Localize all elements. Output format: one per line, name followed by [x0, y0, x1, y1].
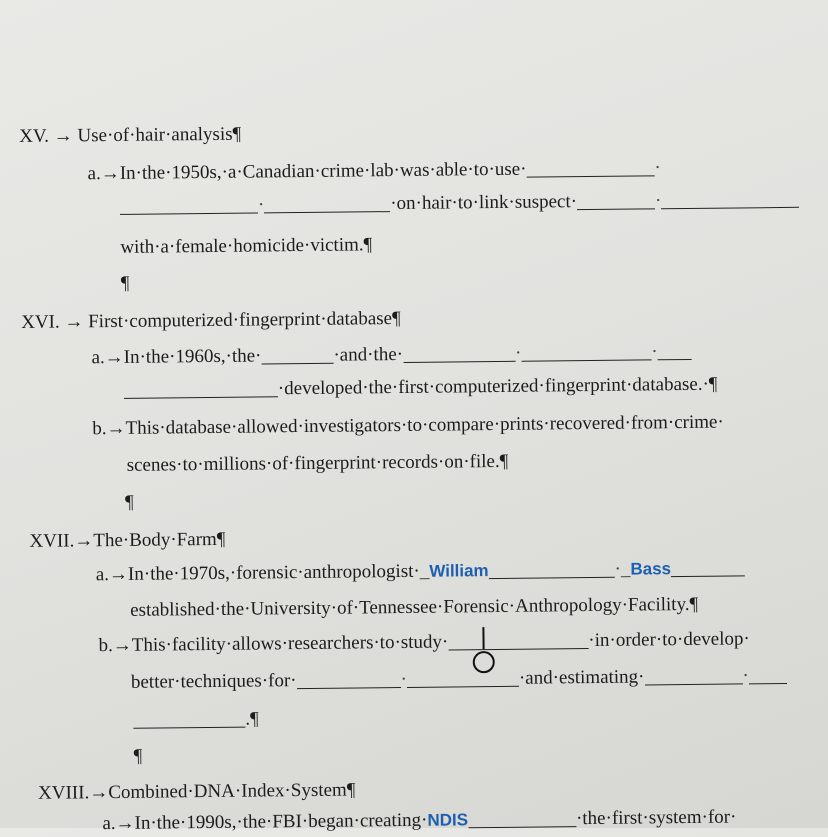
- section-heading-xvii: XVII.→The·Body·Farm¶: [29, 528, 226, 552]
- blank-field[interactable]: [264, 193, 390, 213]
- blank-field[interactable]: [526, 157, 654, 177]
- text: a.→In·the·1950s,·a·Canadian·crime·lab·was·able·to·use·: [87, 158, 527, 185]
- xv-item-a-line1: a.→In·the·1950s,·a·Canadian·crime·lab·was·able·to·use· ·: [87, 157, 661, 185]
- pilcrow: ¶: [124, 491, 134, 513]
- blank-field[interactable]: [468, 808, 576, 828]
- text: ·and·the·: [333, 343, 404, 366]
- blank-field[interactable]: [403, 343, 515, 363]
- blank-field[interactable]: [644, 665, 742, 685]
- xvi-item-a-line2: [124, 373, 718, 403]
- blank-field[interactable]: [489, 559, 615, 579]
- answer-acronym: NDIS: [427, 810, 469, 830]
- text: ·the·first·system·for·: [575, 806, 737, 830]
- blank-field[interactable]: [521, 341, 651, 361]
- pilcrow: ¶: [120, 272, 130, 294]
- xvii-item-b-line1: [98, 627, 749, 658]
- blank-field[interactable]: [658, 341, 692, 360]
- cursor-ring-icon: [473, 651, 495, 673]
- blank-field[interactable]: [407, 668, 519, 688]
- text: ·in·order·to·develop·: [588, 628, 750, 652]
- xv-item-a-line3: with·a·female·homicide·victim.¶: [120, 234, 373, 258]
- text: a.→In·the·1960s,·the·: [91, 345, 262, 369]
- blank-field[interactable]: [448, 630, 588, 650]
- xvii-item-b-line2: better·techniques·for· · ·and·estimating· ·: [131, 664, 787, 695]
- text: a.→In·the·1990s,·the·FBI·began·creating·: [102, 809, 428, 835]
- xviii-item-a-line1: [102, 806, 736, 837]
- section-heading-xvi: XVI. → First·computerized·fingerprint·database¶: [21, 307, 401, 333]
- pilcrow: ¶: [133, 745, 143, 767]
- text-cursor-icon: [482, 627, 484, 649]
- section-heading-xv: XV. → Use·of·hair·analysis¶: [19, 123, 242, 147]
- blank-field[interactable]: [120, 194, 258, 214]
- blank-field[interactable]: [261, 345, 333, 365]
- blank-field[interactable]: [133, 709, 245, 729]
- xv-item-a-line2: · ·on·hair·to·link·suspect· ·: [120, 188, 800, 219]
- text: ·and·estimating·: [518, 666, 645, 689]
- xvi-item-b-line1: b.→This·database·allowed·investigators·to·compare·prints·recovered·from·crime·: [92, 411, 724, 440]
- blank-field[interactable]: [296, 669, 400, 689]
- blank-field[interactable]: [661, 189, 799, 209]
- text: ·on·hair·to·link·suspect·: [390, 191, 578, 215]
- text: better·techniques·for·: [130, 670, 297, 693]
- xvi-item-b-line2: scenes·to·millions·of·fingerprint·records·on·file.¶: [126, 450, 509, 476]
- text: a.→In·the·1970s,·forensic·anthropologist·: [95, 560, 420, 586]
- answer-first-name: William: [429, 561, 489, 581]
- section-heading-xviii: XVIII.→Combined·DNA·Index·System¶: [37, 779, 356, 804]
- xvi-item-a-line1: a.→In·the·1960s,·the· ·and·the· · ·: [91, 340, 691, 370]
- blank-field[interactable]: [577, 190, 655, 210]
- text: ·developed·the·first·computerized·fingerprint·database.·¶: [277, 373, 718, 400]
- xvii-item-a-line2: established·the·University·of·Tennessee·Forensic·Anthropology·Facility.¶: [130, 593, 699, 621]
- text: b.→This·facility·allows·researchers·to·study·: [98, 631, 449, 657]
- blank-field[interactable]: [124, 378, 278, 399]
- blank-field[interactable]: [749, 665, 787, 684]
- answer-last-name: Bass: [630, 559, 672, 579]
- blank-field[interactable]: [671, 557, 745, 577]
- xvii-item-b-line3: [133, 707, 259, 732]
- text: .¶: [245, 708, 259, 730]
- xvii-item-a-line1: a.→In·the·1970s,·forensic·anthropologist·_William ·_Bass: [96, 556, 746, 587]
